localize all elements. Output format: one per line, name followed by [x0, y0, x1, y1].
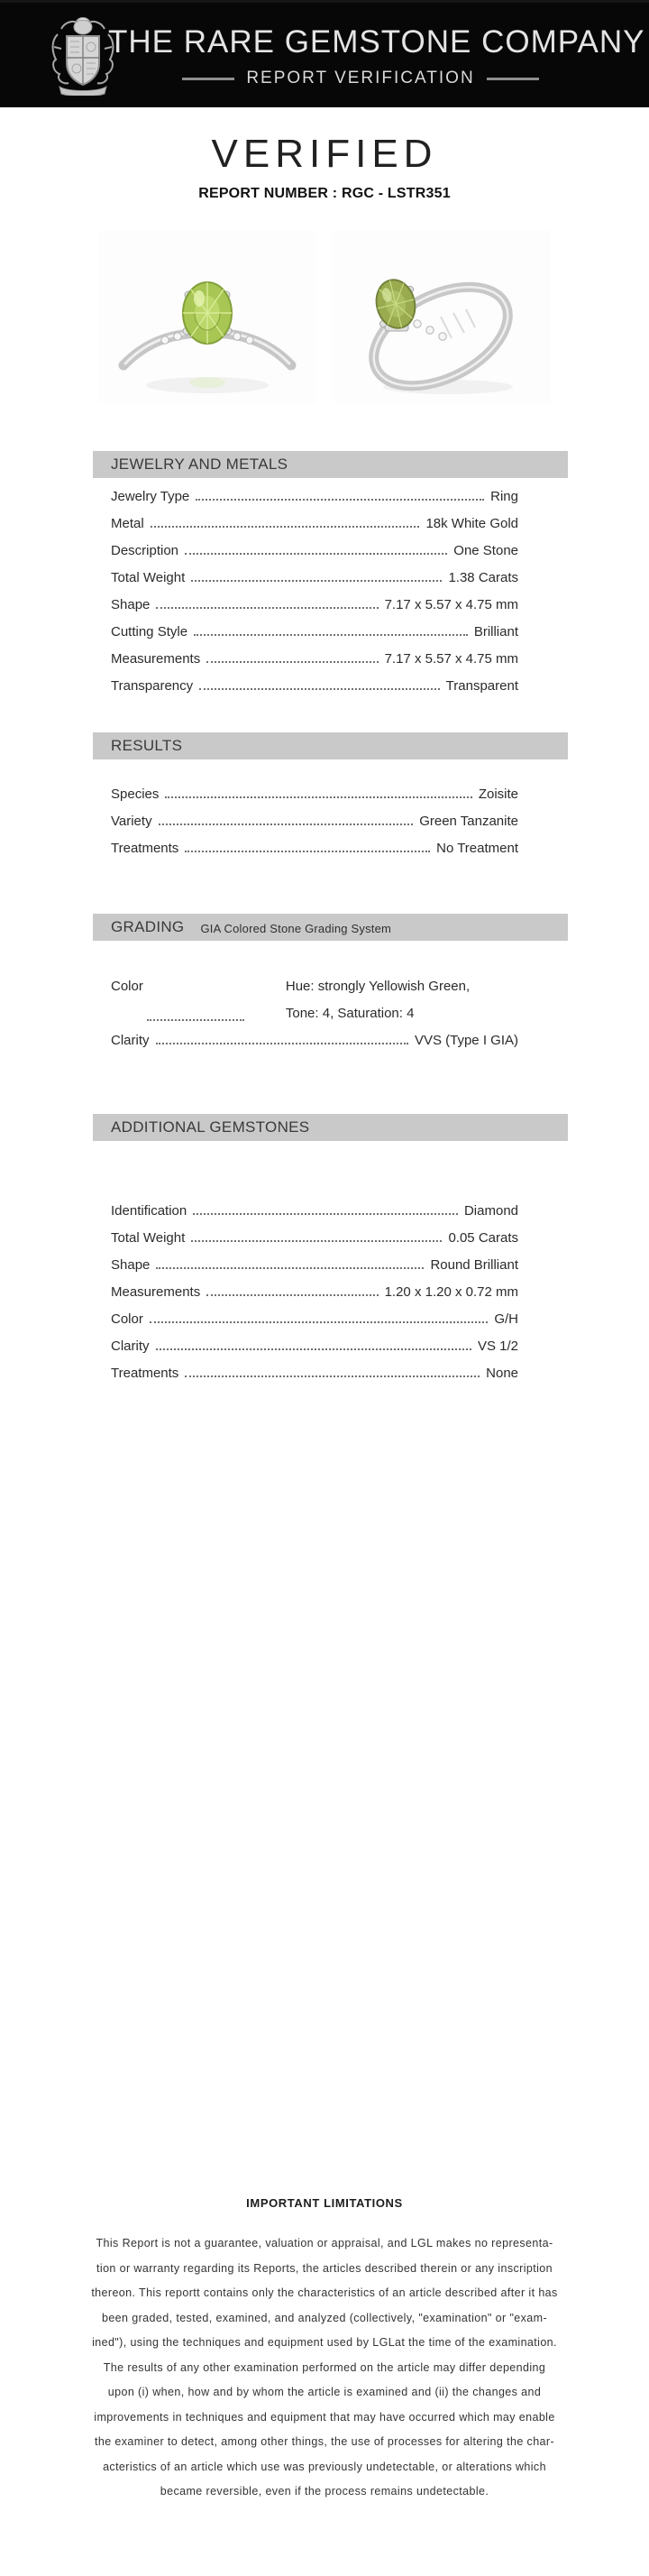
row-total-weight: Total Weight 0.05 Carats — [111, 1230, 518, 1246]
section-title: JEWELRY AND METALS — [111, 455, 288, 473]
disclaimer-line: This Report is not a guarantee, valuation or appraisal, and LGL makes no representa- — [96, 2237, 553, 2249]
report-type-label: REPORT VERIFICATION — [246, 69, 475, 87]
results-rows — [93, 781, 568, 862]
row-shape: Shape Round Brilliant — [111, 1257, 518, 1273]
row-identification: Identification Diamond — [111, 1203, 518, 1219]
row-metal: Metal 18k White Gold — [111, 516, 518, 531]
verified-status: VERIFIED — [211, 132, 438, 176]
dotted-leader — [206, 661, 378, 663]
report-body — [93, 451, 568, 1387]
dotted-leader — [194, 634, 468, 636]
disclaimer-line: became reversible, even if the process remains undetectable. — [160, 2485, 489, 2498]
disclaimer-line: acteristics of an article which use was previously undetectable, or alterations which — [103, 2460, 546, 2473]
disclaimer-line: been graded, tested, examined, and analyzed (collectively, "examination" or "exam- — [101, 2311, 548, 2324]
section-title: RESULTS — [111, 737, 183, 754]
disclaimer-line: tion or warranty regarding its Reports, the articles described therein or any inscription — [96, 2261, 553, 2275]
additional-gemstones-rows — [93, 1198, 568, 1387]
row-clarity: Clarity VVS (Type I GIA) — [111, 1033, 518, 1048]
row-measurements: Measurements 7.17 x 5.57 x 4.75 mm — [111, 651, 518, 667]
section-header-results — [93, 732, 568, 759]
section-title: ADDITIONAL GEMSTONES — [111, 1118, 310, 1136]
row-jewelry-type: Jewelry Type Ring — [111, 489, 518, 504]
disclaimer-line: The results of any other examination performed on the article may differ depending — [103, 2360, 546, 2374]
dotted-leader — [196, 499, 484, 501]
dotted-leader — [156, 1348, 471, 1350]
grading-rows — [93, 973, 568, 1054]
disclaimer-line: upon (i) when, how and by whom the article is examined and (ii) the changes and — [107, 2386, 542, 2398]
dotted-leader — [165, 796, 471, 798]
row-transparency: Transparency Transparent — [111, 678, 518, 694]
jewelry-rows — [93, 483, 568, 700]
important-limitations — [0, 2195, 649, 2505]
report-number — [0, 185, 649, 203]
row-color: Color Hue: strongly Yellowish Green, Tone: 4, Saturation: 4 — [93, 973, 568, 1027]
section-header-grading — [93, 914, 568, 941]
color-grade-value: Hue: strongly Yellowish Green, Tone: 4, Saturation: 4 — [285, 979, 471, 1021]
dotted-leader — [191, 1240, 442, 1242]
disclaimer-line: ined"), using the techniques and equipment used by LGLat the time of the examination. — [92, 2336, 557, 2349]
report-verification-banner — [108, 69, 613, 88]
dotted-leader — [185, 1375, 480, 1377]
section-title: GRADING — [111, 918, 185, 935]
company-name: THE RARE GEMSTONE COMPANY — [108, 24, 645, 60]
report-number-value: RGC - LSTR351 — [341, 186, 451, 201]
disclaimer-line: thereon. This reportt contains only the characteristics of an article described after it has — [91, 2286, 558, 2299]
dotted-leader — [156, 1043, 408, 1044]
row-measurements: Measurements 1.20 x 1.20 x 0.72 mm — [111, 1284, 518, 1300]
dotted-leader — [206, 1294, 378, 1296]
dotted-leader — [193, 1213, 458, 1215]
dotted-leader — [151, 526, 420, 528]
header — [0, 0, 649, 107]
report-number-label: REPORT NUMBER : — [198, 186, 338, 201]
disclaimer-line: improvements in techniques and equipment that may have occurred which may enable — [94, 2410, 555, 2424]
row-treatments: Treatments No Treatment — [111, 841, 518, 856]
decorative-line-left — [182, 78, 234, 80]
dotted-leader — [185, 553, 447, 555]
dotted-leader — [156, 607, 378, 609]
row-color: Color G/H — [111, 1311, 518, 1327]
row-treatments: Treatments None — [111, 1366, 518, 1381]
disclaimer-line: the examiner to detect, among other things, the use of processes for altering the char- — [94, 2435, 555, 2448]
ring-front-photo — [98, 230, 316, 403]
disclaimer-title: IMPORTANT LIMITATIONS — [246, 2196, 403, 2210]
grading-system-subtitle: GIA Colored Stone Grading System — [200, 922, 392, 935]
dotted-leader — [199, 688, 440, 690]
ring-side-photo — [333, 230, 551, 403]
disclaimer-text — [0, 2231, 649, 2505]
dotted-leader — [147, 1019, 244, 1021]
dotted-leader — [191, 580, 442, 582]
section-header-additional-gemstones — [93, 1114, 568, 1141]
decorative-line-right — [487, 78, 539, 80]
dotted-leader — [185, 851, 430, 852]
row-cutting-style: Cutting Style Brilliant — [111, 624, 518, 639]
section-header-jewelry-and-metals — [93, 451, 568, 478]
row-variety: Variety Green Tanzanite — [111, 814, 518, 829]
row-clarity: Clarity VS 1/2 — [111, 1339, 518, 1354]
ring-photos — [0, 230, 649, 403]
dotted-leader — [156, 1267, 424, 1269]
row-shape: Shape 7.17 x 5.57 x 4.75 mm — [111, 597, 518, 612]
row-description: Description One Stone — [111, 543, 518, 558]
row-species: Species Zoisite — [111, 787, 518, 802]
dotted-leader — [159, 823, 414, 825]
row-total-weight: Total Weight 1.38 Carats — [111, 570, 518, 585]
dotted-leader — [150, 1321, 488, 1323]
